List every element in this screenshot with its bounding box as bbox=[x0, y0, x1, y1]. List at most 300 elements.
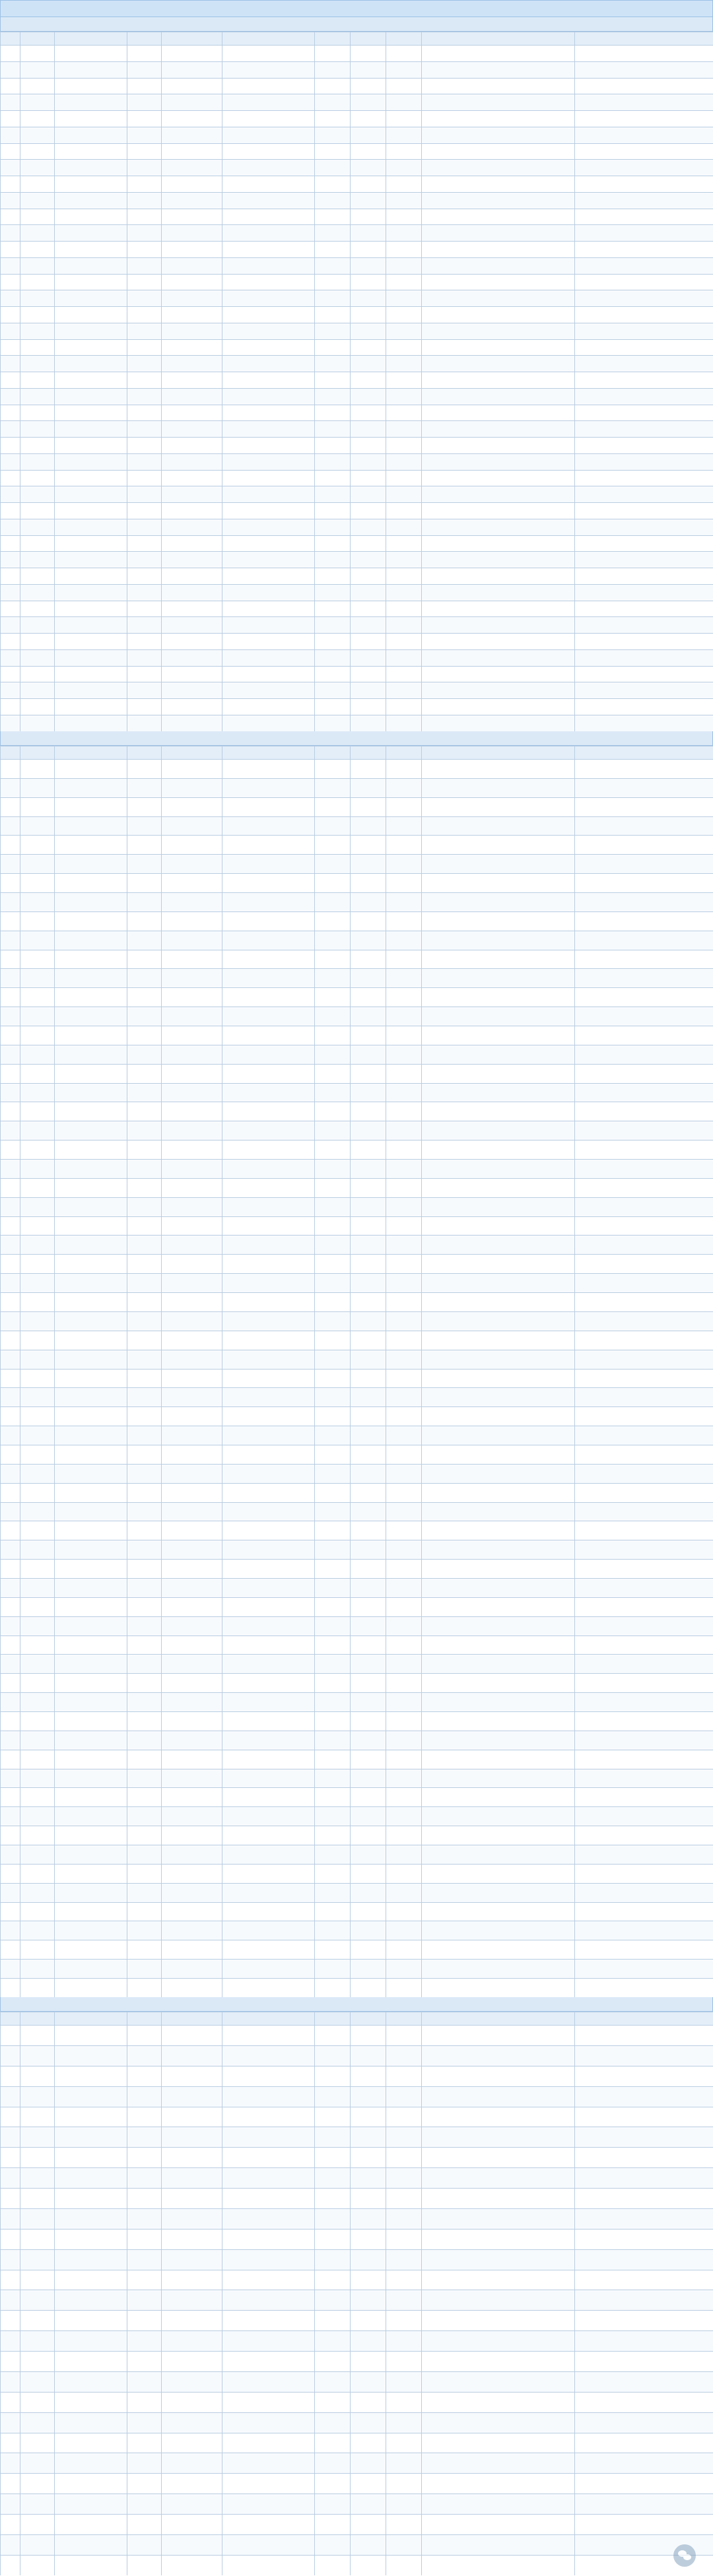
table-cell bbox=[351, 1674, 386, 1693]
column-header bbox=[222, 746, 315, 760]
table-cell bbox=[422, 1750, 575, 1769]
table-cell bbox=[127, 568, 162, 585]
table-cell bbox=[55, 519, 127, 535]
table-row bbox=[1, 1960, 713, 1979]
table-cell bbox=[1, 1331, 20, 1350]
table-row bbox=[1, 1655, 713, 1674]
table-cell bbox=[315, 1369, 351, 1388]
table-cell bbox=[315, 2392, 351, 2412]
table-row bbox=[1, 601, 713, 617]
table-cell bbox=[575, 1826, 713, 1845]
table-cell bbox=[162, 1883, 222, 1902]
table-cell bbox=[55, 160, 127, 176]
table-row bbox=[1, 568, 713, 585]
table-cell bbox=[575, 192, 713, 209]
table-cell bbox=[162, 486, 222, 503]
table-cell bbox=[386, 1883, 422, 1902]
table-cell bbox=[127, 1979, 162, 1998]
table-cell bbox=[386, 405, 422, 421]
table-cell bbox=[351, 931, 386, 950]
table-cell bbox=[162, 1921, 222, 1940]
table-cell bbox=[222, 2352, 315, 2372]
table-cell bbox=[55, 274, 127, 290]
table-cell bbox=[422, 1160, 575, 1179]
table-cell bbox=[222, 2311, 315, 2331]
table-cell bbox=[222, 2371, 315, 2392]
table-cell bbox=[422, 2290, 575, 2311]
table-cell bbox=[351, 2494, 386, 2515]
table-cell bbox=[55, 323, 127, 339]
table-cell bbox=[222, 1007, 315, 1026]
table-cell bbox=[422, 2412, 575, 2433]
table-cell bbox=[351, 94, 386, 111]
table-cell bbox=[351, 1864, 386, 1883]
table-cell bbox=[386, 1464, 422, 1483]
table-cell bbox=[315, 1026, 351, 1045]
table-cell bbox=[20, 2229, 55, 2249]
table-cell bbox=[386, 2086, 422, 2107]
table-cell bbox=[222, 1197, 315, 1216]
table-cell bbox=[386, 2127, 422, 2148]
table-cell bbox=[127, 2045, 162, 2066]
table-cell bbox=[351, 2208, 386, 2229]
table-cell bbox=[222, 2208, 315, 2229]
table-row bbox=[1, 2331, 713, 2352]
table-cell bbox=[222, 1502, 315, 1521]
table-cell bbox=[351, 176, 386, 193]
table-cell bbox=[386, 176, 422, 193]
table-cell bbox=[162, 2555, 222, 2575]
table-cell bbox=[575, 1711, 713, 1731]
table-cell bbox=[1, 1293, 20, 1312]
table-cell bbox=[162, 988, 222, 1007]
table-cell bbox=[162, 1769, 222, 1788]
table-cell bbox=[575, 1921, 713, 1940]
table-cell bbox=[55, 1845, 127, 1864]
table-cell bbox=[575, 323, 713, 339]
table-cell bbox=[127, 584, 162, 601]
table-cell bbox=[351, 1160, 386, 1179]
table-cell bbox=[162, 1578, 222, 1597]
table-cell bbox=[1, 699, 20, 715]
table-cell bbox=[351, 2412, 386, 2433]
table-cell bbox=[1, 290, 20, 307]
table-cell bbox=[386, 1711, 422, 1731]
table-cell bbox=[55, 176, 127, 193]
table-cell bbox=[422, 950, 575, 969]
table-row bbox=[1, 666, 713, 682]
table-cell bbox=[222, 666, 315, 682]
table-cell bbox=[575, 552, 713, 568]
table-cell bbox=[55, 2045, 127, 2066]
table-cell bbox=[575, 356, 713, 372]
table-row bbox=[1, 1807, 713, 1826]
table-cell bbox=[55, 2534, 127, 2555]
table-row bbox=[1, 797, 713, 816]
table-cell bbox=[315, 1255, 351, 1274]
table-cell bbox=[20, 760, 55, 779]
table-cell bbox=[55, 1807, 127, 1826]
table-cell bbox=[386, 1064, 422, 1083]
table-cell bbox=[1, 1560, 20, 1579]
table-cell bbox=[351, 274, 386, 290]
table-cell bbox=[162, 2208, 222, 2229]
table-cell bbox=[222, 2474, 315, 2494]
table-cell bbox=[20, 2392, 55, 2412]
table-cell bbox=[162, 1369, 222, 1388]
table-cell bbox=[386, 535, 422, 552]
table-cell bbox=[351, 111, 386, 127]
table-cell bbox=[422, 2474, 575, 2494]
table-cell bbox=[351, 1921, 386, 1940]
table-cell bbox=[315, 2331, 351, 2352]
table-cell bbox=[315, 1331, 351, 1350]
table-cell bbox=[351, 1807, 386, 1826]
table-cell bbox=[222, 176, 315, 193]
table-cell bbox=[386, 1655, 422, 1674]
table-cell bbox=[1, 1979, 20, 1998]
table-cell bbox=[20, 1845, 55, 1864]
table-cell bbox=[386, 356, 422, 372]
table-row bbox=[1, 1845, 713, 1864]
table-cell bbox=[162, 1236, 222, 1255]
table-cell bbox=[222, 225, 315, 242]
table-cell bbox=[575, 1045, 713, 1064]
table-cell bbox=[162, 649, 222, 666]
table-row bbox=[1, 143, 713, 160]
table-cell bbox=[20, 339, 55, 356]
table-row bbox=[1, 78, 713, 94]
table-cell bbox=[162, 969, 222, 988]
table-row bbox=[1, 61, 713, 78]
table-cell bbox=[386, 2392, 422, 2412]
table-cell bbox=[351, 1064, 386, 1083]
table-cell bbox=[55, 2270, 127, 2290]
table-cell bbox=[20, 1826, 55, 1845]
table-cell bbox=[315, 2412, 351, 2433]
table-cell bbox=[222, 552, 315, 568]
table-cell bbox=[315, 2453, 351, 2474]
table-cell bbox=[315, 1711, 351, 1731]
table-cell bbox=[162, 1160, 222, 1179]
table-cell bbox=[162, 1331, 222, 1350]
table-cell bbox=[386, 634, 422, 650]
table-cell bbox=[575, 438, 713, 454]
table-cell bbox=[575, 855, 713, 874]
table-cell bbox=[351, 2086, 386, 2107]
table-cell bbox=[162, 535, 222, 552]
table-cell bbox=[315, 2371, 351, 2392]
table-cell bbox=[351, 470, 386, 486]
table-cell bbox=[351, 192, 386, 209]
table-cell bbox=[127, 1921, 162, 1940]
table-cell bbox=[20, 1655, 55, 1674]
table-cell bbox=[386, 2249, 422, 2270]
table-cell bbox=[315, 323, 351, 339]
table-cell bbox=[422, 2352, 575, 2372]
table-cell bbox=[1, 1140, 20, 1160]
table-cell bbox=[1, 1369, 20, 1388]
table-cell bbox=[127, 1407, 162, 1426]
table-cell bbox=[127, 2107, 162, 2127]
table-row bbox=[1, 2515, 713, 2535]
table-cell bbox=[127, 1883, 162, 1902]
table-cell bbox=[162, 1616, 222, 1635]
table-cell bbox=[222, 1788, 315, 1807]
table-cell bbox=[575, 1350, 713, 1369]
table-cell bbox=[20, 1540, 55, 1560]
table-cell bbox=[55, 699, 127, 715]
table-cell bbox=[20, 1750, 55, 1769]
table-cell bbox=[422, 405, 575, 421]
table-cell bbox=[55, 1236, 127, 1255]
table-row bbox=[1, 1864, 713, 1883]
table-cell bbox=[222, 1921, 315, 1940]
table-row bbox=[1, 519, 713, 535]
table-cell bbox=[127, 1826, 162, 1845]
table-row bbox=[1, 1140, 713, 1160]
table-cell bbox=[162, 911, 222, 931]
table-cell bbox=[315, 438, 351, 454]
table-cell bbox=[575, 2453, 713, 2474]
table-cell bbox=[127, 816, 162, 836]
table-cell bbox=[422, 356, 575, 372]
table-cell bbox=[55, 988, 127, 1007]
table-cell bbox=[127, 1026, 162, 1045]
table-cell bbox=[422, 1960, 575, 1979]
table-row bbox=[1, 760, 713, 779]
table-cell bbox=[162, 176, 222, 193]
table-cell bbox=[315, 1864, 351, 1883]
table-cell bbox=[386, 242, 422, 258]
table-cell bbox=[575, 1388, 713, 1407]
table-cell bbox=[162, 1255, 222, 1274]
table-row bbox=[1, 874, 713, 893]
table-cell bbox=[351, 816, 386, 836]
table-cell bbox=[422, 307, 575, 323]
table-cell bbox=[315, 1616, 351, 1635]
table-cell bbox=[315, 2270, 351, 2290]
table-cell bbox=[575, 1560, 713, 1579]
table-cell bbox=[351, 486, 386, 503]
table-cell bbox=[351, 1635, 386, 1655]
table-cell bbox=[162, 519, 222, 535]
table-cell bbox=[315, 2555, 351, 2575]
table-cell bbox=[315, 1311, 351, 1331]
table-cell bbox=[422, 453, 575, 470]
table-cell bbox=[1, 836, 20, 855]
table-cell bbox=[127, 438, 162, 454]
table-cell bbox=[127, 356, 162, 372]
table-cell bbox=[315, 617, 351, 634]
table-cell bbox=[127, 2371, 162, 2392]
table-cell bbox=[575, 486, 713, 503]
table-cell bbox=[20, 682, 55, 699]
table-cell bbox=[575, 682, 713, 699]
table-cell bbox=[1, 1045, 20, 1064]
table-cell bbox=[315, 1940, 351, 1960]
table-cell bbox=[351, 855, 386, 874]
table-cell bbox=[162, 1788, 222, 1807]
table-cell bbox=[1, 778, 20, 797]
table-cell bbox=[422, 1883, 575, 1902]
table-cell bbox=[351, 1407, 386, 1426]
table-cell bbox=[315, 699, 351, 715]
table-cell bbox=[315, 46, 351, 62]
table-cell bbox=[55, 1178, 127, 1197]
table-cell bbox=[1, 2229, 20, 2249]
table-cell bbox=[20, 584, 55, 601]
table-cell bbox=[351, 1007, 386, 1026]
table-cell bbox=[386, 1731, 422, 1750]
table-cell bbox=[55, 874, 127, 893]
table-cell bbox=[1, 1883, 20, 1902]
table-cell bbox=[55, 94, 127, 111]
table-cell bbox=[222, 1026, 315, 1045]
table-cell bbox=[20, 2026, 55, 2046]
table-cell bbox=[162, 1693, 222, 1712]
table-cell bbox=[575, 1769, 713, 1788]
table-cell bbox=[162, 2189, 222, 2209]
table-cell bbox=[351, 1083, 386, 1102]
column-header bbox=[55, 746, 127, 760]
table-cell bbox=[315, 1274, 351, 1293]
table-cell bbox=[351, 1026, 386, 1045]
table-cell bbox=[351, 438, 386, 454]
table-cell bbox=[20, 356, 55, 372]
table-cell bbox=[315, 2168, 351, 2189]
table-cell bbox=[1, 1788, 20, 1807]
table-cell bbox=[315, 486, 351, 503]
table-cell bbox=[162, 1426, 222, 1445]
table-row bbox=[1, 421, 713, 438]
column-header bbox=[162, 746, 222, 760]
table-cell bbox=[386, 1007, 422, 1026]
table-cell bbox=[315, 1388, 351, 1407]
table-cell bbox=[20, 242, 55, 258]
table-cell bbox=[162, 2168, 222, 2189]
table-cell bbox=[351, 405, 386, 421]
table-cell bbox=[575, 1883, 713, 1902]
table-cell bbox=[315, 1483, 351, 1502]
table-cell bbox=[55, 1464, 127, 1483]
table-cell bbox=[1, 1178, 20, 1197]
table-cell bbox=[422, 1350, 575, 1369]
table-cell bbox=[1, 1007, 20, 1026]
table-cell bbox=[422, 1464, 575, 1483]
table-cell bbox=[55, 1064, 127, 1083]
table-cell bbox=[162, 931, 222, 950]
table-cell bbox=[20, 94, 55, 111]
table-cell bbox=[127, 760, 162, 779]
table-cell bbox=[222, 1674, 315, 1693]
table-cell bbox=[1, 2311, 20, 2331]
table-cell bbox=[315, 274, 351, 290]
table-cell bbox=[55, 1083, 127, 1102]
table-cell bbox=[575, 699, 713, 715]
table-cell bbox=[386, 2290, 422, 2311]
table-cell bbox=[127, 1083, 162, 1102]
admission-table bbox=[0, 746, 713, 1997]
admission-table bbox=[0, 32, 713, 731]
table-cell bbox=[20, 1940, 55, 1960]
table-cell bbox=[127, 552, 162, 568]
table-cell bbox=[351, 535, 386, 552]
table-cell bbox=[315, 176, 351, 193]
table-cell bbox=[575, 1407, 713, 1426]
table-cell bbox=[386, 836, 422, 855]
table-cell bbox=[55, 1883, 127, 1902]
table-cell bbox=[222, 1045, 315, 1064]
table-cell bbox=[222, 2392, 315, 2412]
table-cell bbox=[351, 1121, 386, 1140]
table-cell bbox=[422, 931, 575, 950]
table-row bbox=[1, 1902, 713, 1921]
table-cell bbox=[162, 127, 222, 143]
table-cell bbox=[351, 356, 386, 372]
table-cell bbox=[575, 2026, 713, 2046]
table-row bbox=[1, 1597, 713, 1616]
table-row bbox=[1, 2148, 713, 2168]
table-row bbox=[1, 2352, 713, 2372]
table-cell bbox=[351, 552, 386, 568]
table-row bbox=[1, 127, 713, 143]
table-cell bbox=[386, 339, 422, 356]
table-row bbox=[1, 1350, 713, 1369]
table-cell bbox=[55, 1026, 127, 1045]
table-cell bbox=[315, 552, 351, 568]
table-cell bbox=[20, 1255, 55, 1274]
table-cell bbox=[386, 274, 422, 290]
table-cell bbox=[422, 568, 575, 585]
table-cell bbox=[315, 519, 351, 535]
table-cell bbox=[222, 323, 315, 339]
table-cell bbox=[20, 160, 55, 176]
table-cell bbox=[162, 2249, 222, 2270]
table-cell bbox=[127, 1674, 162, 1693]
table-cell bbox=[1, 1064, 20, 1083]
table-cell bbox=[386, 1502, 422, 1521]
table-cell bbox=[1, 470, 20, 486]
table-cell bbox=[351, 682, 386, 699]
table-cell bbox=[575, 931, 713, 950]
table-cell bbox=[315, 339, 351, 356]
table-cell bbox=[351, 699, 386, 715]
table-row bbox=[1, 1121, 713, 1140]
table-cell bbox=[20, 601, 55, 617]
table-cell bbox=[351, 1045, 386, 1064]
table-cell bbox=[55, 2086, 127, 2107]
table-cell bbox=[422, 2494, 575, 2515]
table-cell bbox=[422, 2107, 575, 2127]
table-cell bbox=[386, 225, 422, 242]
table-row bbox=[1, 46, 713, 62]
table-row bbox=[1, 1331, 713, 1350]
table-cell bbox=[315, 1826, 351, 1845]
table-cell bbox=[55, 855, 127, 874]
table-cell bbox=[315, 470, 351, 486]
table-cell bbox=[127, 1197, 162, 1216]
table-cell bbox=[127, 470, 162, 486]
table-cell bbox=[351, 1597, 386, 1616]
table-cell bbox=[422, 760, 575, 779]
table-cell bbox=[222, 1426, 315, 1445]
table-cell bbox=[422, 61, 575, 78]
table-cell bbox=[386, 1674, 422, 1693]
table-cell bbox=[20, 1274, 55, 1293]
table-cell bbox=[386, 372, 422, 389]
table-row bbox=[1, 1369, 713, 1388]
